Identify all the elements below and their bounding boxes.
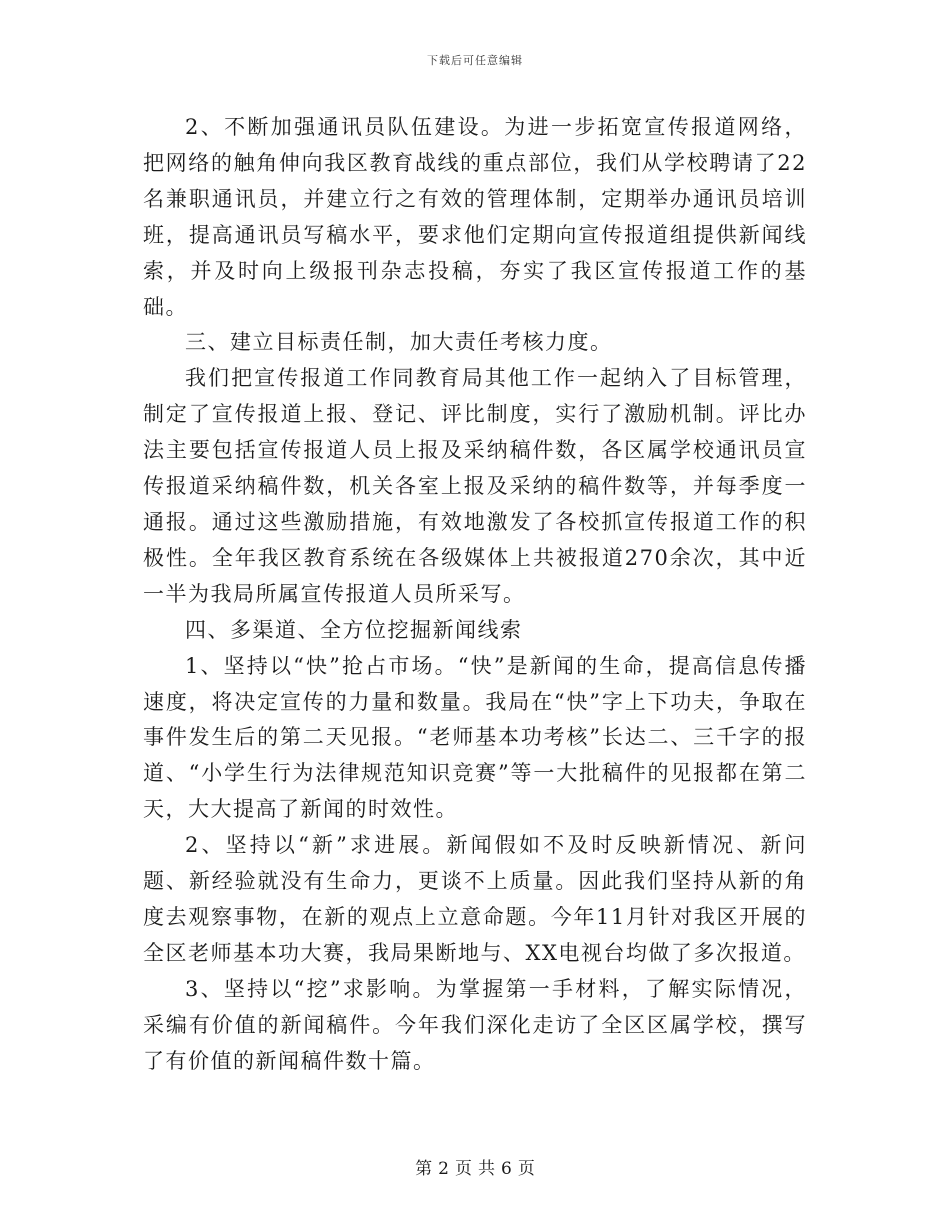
footer-prefix: 第 — [415, 1159, 433, 1179]
paragraph-digging: 3、坚持以“挖”求影响。为掌握第一手材料，了解实际情况，采编有价值的新闻稿件。今年我们深化走访了全区区属学校，撰写了有价值的新闻稿件数十篇。 — [143, 976, 807, 1073]
footer-total-word: 共 — [478, 1159, 495, 1179]
paragraph-correspondent-team: 2、不断加强通讯员队伍建设。为进一步拓宽宣传报道网络，把网络的触角伸向我区教育战线的重点部位，我们从学校聘请了22名兼职通讯员，并建立行之有效的管理体制，定期举办通讯员培训班，提高通讯员写稿水平，要求他们定期向宣传报道组提供新闻线索，并及时向上级报刊杂志投稿，夯实了我区宣传报道工作的基础。 — [143, 115, 807, 319]
footer-suffix: 页 — [517, 1159, 535, 1179]
section-heading-3: 三、建立目标责任制，加大责任考核力度。 — [185, 330, 613, 355]
paragraph-speed: 1、坚持以“快”抢占市场。“快”是新闻的生命，提高信息传播速度，将决定宣传的力量和数量。我局在“快”字上下功夫，争取在事件发生后的第二天见报。“老师基本功考核”长达二、三千字的报道、“小学生行为法律规范知识竞赛”等一大批稿件的见报都在第二天，大大提高了新闻的时效性。 — [143, 653, 807, 822]
footer-current-page: 2 — [438, 1159, 449, 1179]
document-body — [143, 110, 807, 1079]
paragraph-novelty: 2、坚持以“新”求进展。新闻假如不及时反映新情况、新问题、新经验就没有生命力，更谈不上质量。因此我们坚持从新的角度去观察事物，在新的观点上立意命题。今年11月针对我区开展的全区老师基本功大赛，我局果断地与、XX电视台均做了多次报道。 — [143, 833, 807, 965]
section-heading-4: 四、多渠道、全方位挖掘新闻线索 — [185, 617, 523, 642]
page-header: 下载后可任意编辑 — [427, 54, 523, 67]
paragraph-target-management: 我们把宣传报道工作同教育局其他工作一起纳入了目标管理，制定了宣传报道上报、登记、评比制度，实行了激励机制。评比办法主要包括宣传报道人员上报及采纳稿件数，各区属学校通讯员宣传报道采纳稿件数，机关各室上报及采纳的稿件数等，并每季度一通报。通过这些激励措施，有效地激发了各校抓宣传报道工作的积极性。全年我区教育系统在各级媒体上共被报道270余次，其中近一半为我局所属宣传报道人员所采写。 — [143, 366, 807, 606]
page-footer — [0, 1154, 950, 1179]
footer-page-word: 页 — [455, 1159, 472, 1179]
footer-total-pages: 6 — [501, 1159, 512, 1179]
